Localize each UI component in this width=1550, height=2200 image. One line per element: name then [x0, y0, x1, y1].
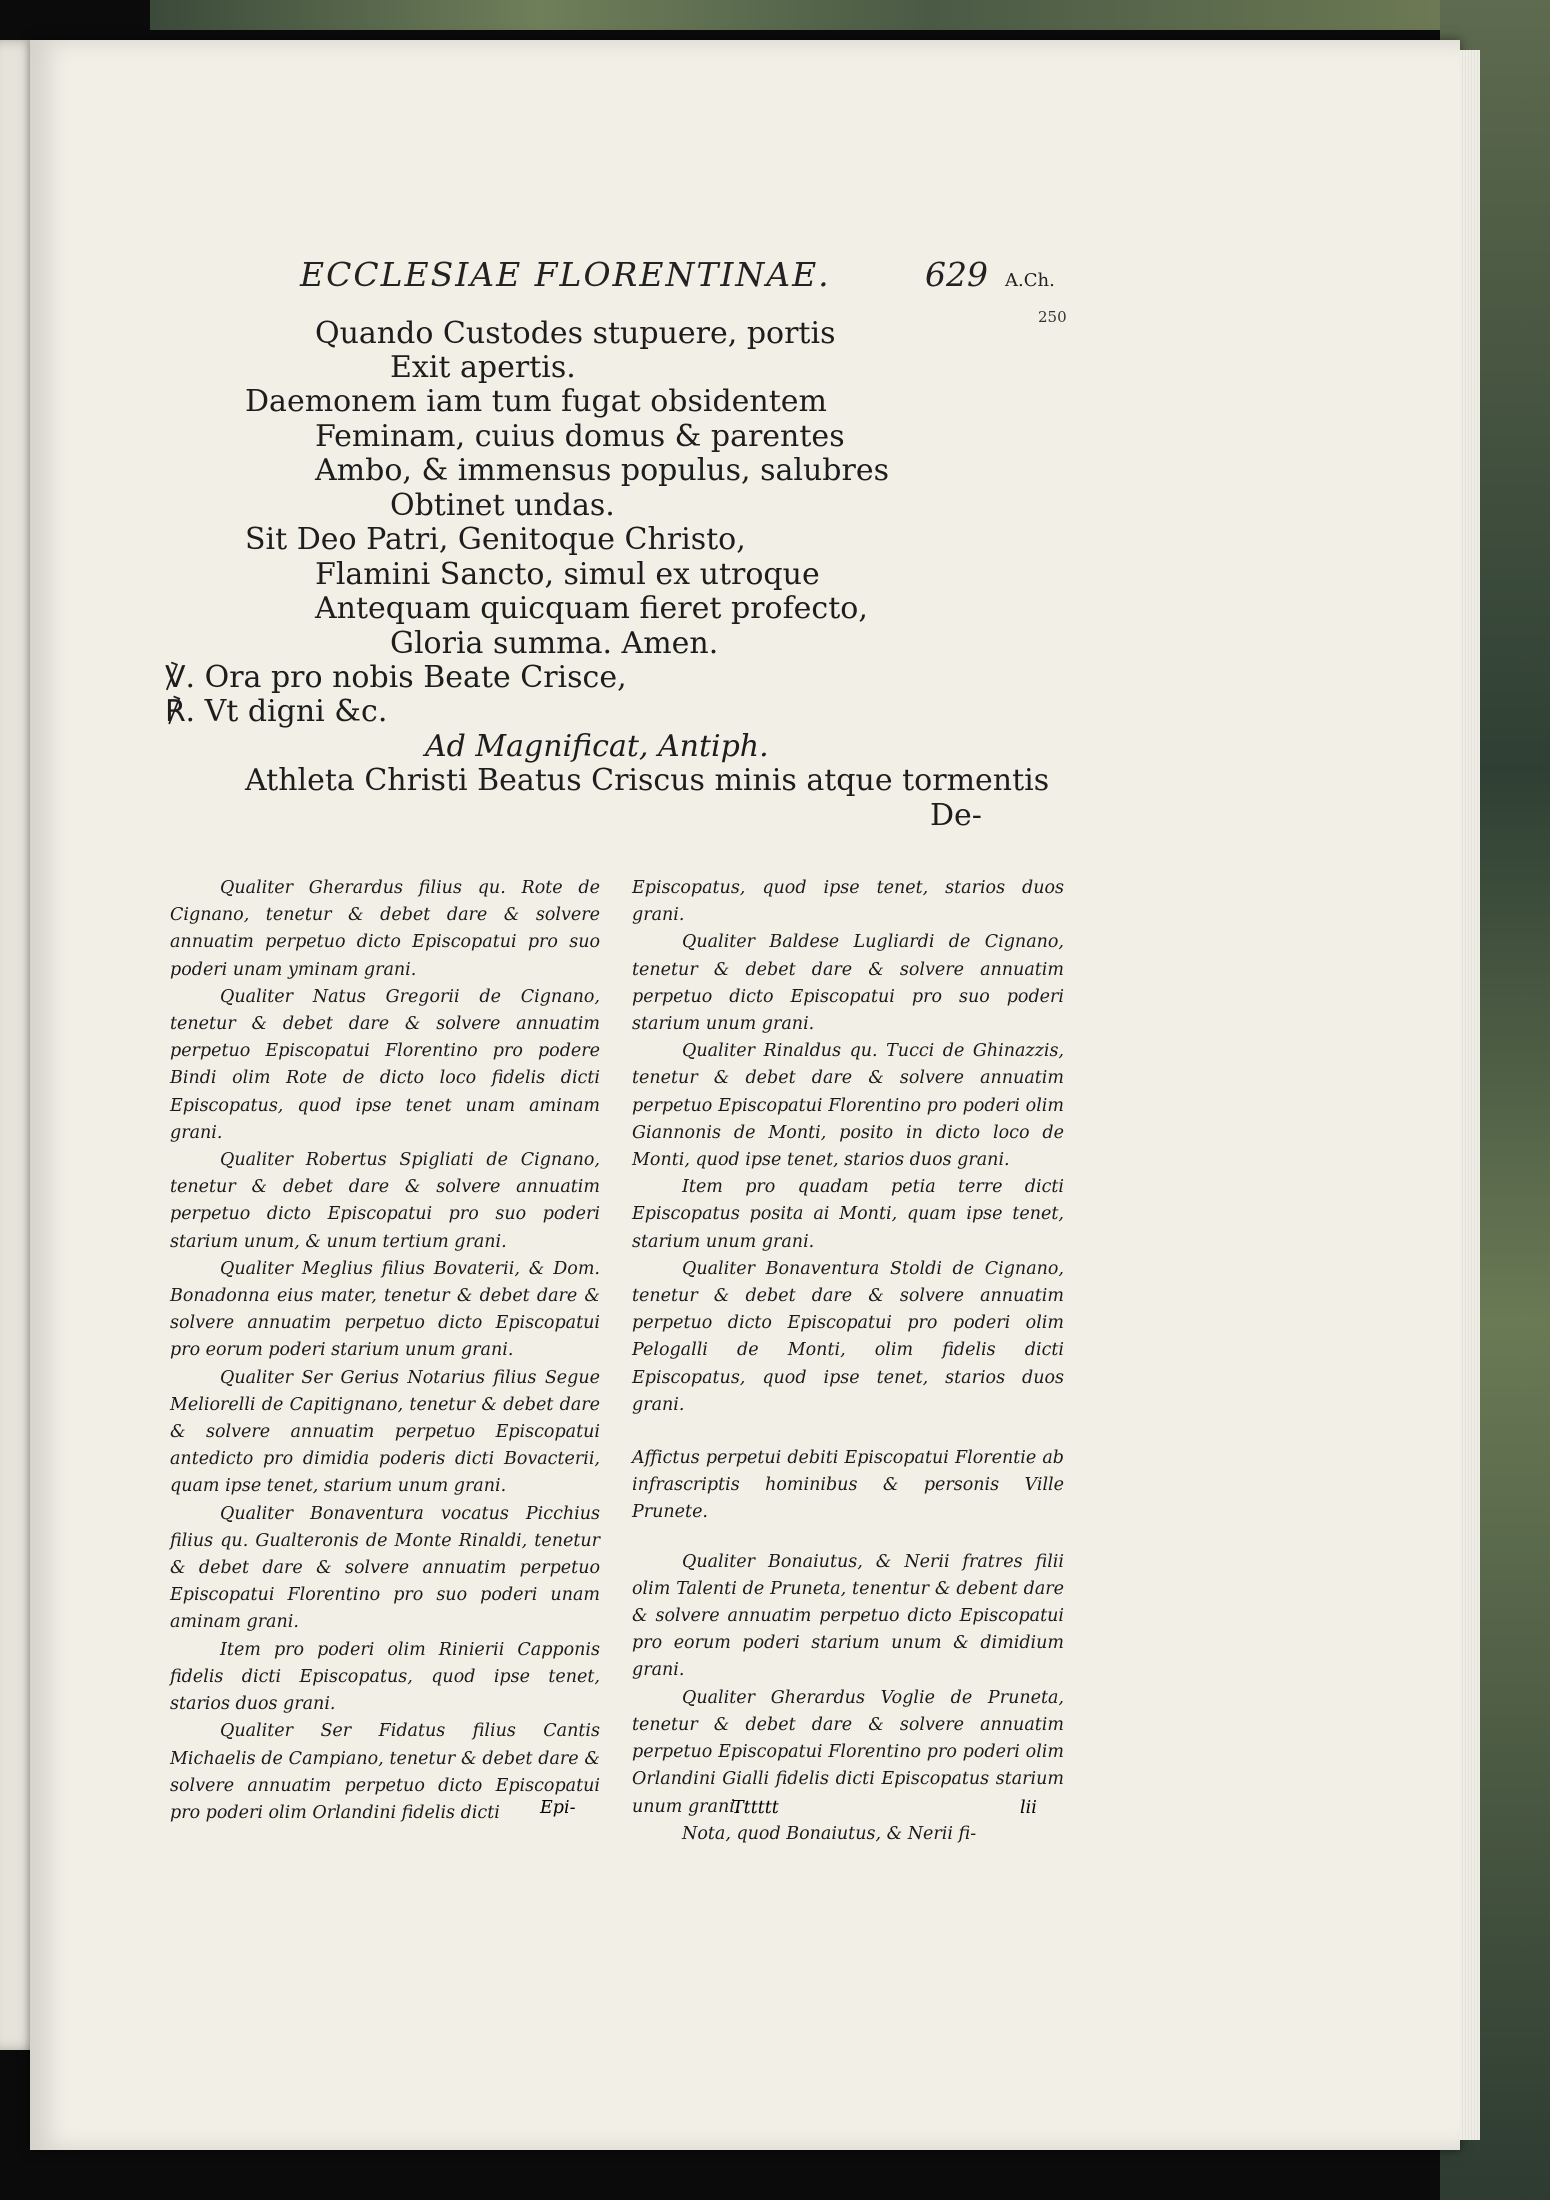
note-paragraph: Qualiter Gherardus filius qu. Rote de Cignano, tenetur & debet dare & solvere annuatim perpetuo dicto Episcopatui pro suo poderi unam yminam grani.	[170, 878, 600, 980]
margin-label: A.Ch.	[1005, 270, 1055, 291]
running-title: ECCLESIAE FLORENTINAE.	[300, 255, 831, 294]
hymn-line: Feminam, cuius domus & parentes	[315, 419, 845, 454]
hymn-line: Exit apertis.	[390, 350, 576, 385]
hymn-line: Flamini Sancto, simul ex utroque	[315, 557, 820, 592]
note-paragraph: Nota, quod Bonaiutus, & Nerii fi-	[682, 1823, 977, 1844]
note-paragraph: Qualiter Ser Fidatus filius Cantis Michaelis de Campiano, tenetur & debet dare & solvere annuatim perpetuo dicto Episcopatui pro poderi olim Orlandini fidelis dicti	[170, 1721, 600, 1823]
antiphon-line: Athleta Christi Beatus Criscus minis atque tormentis	[245, 763, 1050, 798]
section-heading: Affictus perpetui debiti Episcopatui Florentie ab infrascriptis hominibus & personis Ville Prunete.	[632, 1448, 1064, 1523]
notes-left-column	[170, 875, 600, 1827]
note-paragraph: Qualiter Natus Gregorii de Cignano, tenetur & debet dare & solvere annuatim perpetuo Episcopatui Florentino pro podere Bindi olim Rote de dicto loco fidelis dicti Episcopatus, quod ipse tenet unam aminam grani.	[170, 986, 600, 1143]
note-paragraph: Item pro poderi olim Rinierii Capponis fidelis dicti Episcopatus, quod ipse tenet, starios duos grani.	[170, 1639, 600, 1715]
note-paragraph: Qualiter Rinaldus qu. Tucci de Ghinazzis, tenetur & debet dare & solvere annuatim perpetuo Episcopatui Florentino pro poderi olim Giannonis de Monti, posito in dicto loco de Monti, quod ipse tenet, starios duos grani.	[632, 1041, 1064, 1171]
note-paragraph: Qualiter Robertus Spigliati de Cignano, tenetur & debet dare & solvere annuatim perpetuo dicto Episcopatui pro suo poderi starium unum, & unum tertium grani.	[170, 1150, 600, 1252]
hymn-line: Obtinet undas.	[390, 488, 615, 523]
page-stack-edge	[1460, 50, 1480, 2140]
response-line: ℟. Vt digni &c.	[165, 694, 388, 729]
note-paragraph: Qualiter Baldese Lugliardi de Cignano, tenetur & debet dare & solvere annuatim perpetuo dicto Episcopatui pro suo poderi starium unum grani.	[632, 932, 1064, 1035]
hymn-line: Antequam quicquam fieret profecto,	[315, 591, 868, 626]
book-cover-edge	[150, 0, 1450, 30]
catchword-right: lii	[1020, 1798, 1037, 1818]
note-paragraph: Qualiter Bonaventura Stoldi de Cignano, tenetur & debet dare & solvere annuatim perpetuo dicto Episcopatui pro poderi olim Pelogalli de Monti, olim fidelis dicti Episcopatus, quod ipse tenet, starios duos grani.	[632, 1258, 1064, 1415]
note-paragraph: Qualiter Gherardus Voglie de Pruneta, tenetur & debet dare & solvere annuatim perpetuo Episcopatui Florentino pro poderi olim Orlandini Gialli fidelis dicti Episcopatus starium unum grani.	[632, 1687, 1064, 1817]
note-paragraph: Qualiter Ser Gerius Notarius filius Segue Meliorelli de Capitignano, tenetur & debet dare & solvere annuatim perpetuo Episcopatui antedicto pro dimidia poderis dicti Bovacterii, quam ipse tenet, starium unum grani.	[170, 1367, 600, 1497]
note-paragraph: Episcopatus, quod ipse tenet, starios duos grani.	[632, 878, 1064, 926]
hymn-line: Ambo, & immensus populus, salubres	[315, 453, 889, 488]
page-number: 629	[925, 255, 988, 294]
hymn-line: Gloria summa. Amen.	[390, 626, 719, 661]
note-paragraph: Item pro quadam petia terre dicti Episcopatus posita ai Monti, quam ipse tenet, starium unum grani.	[632, 1177, 1064, 1252]
hymn-line: Quando Custodes stupuere, portis	[315, 316, 836, 351]
catchword-left: Epi-	[540, 1798, 576, 1818]
catchword-hymn: De-	[930, 798, 982, 833]
signature-mark: Tttttt	[732, 1798, 779, 1818]
margin-year: 250	[1038, 308, 1067, 326]
hymn-line: Daemonem iam tum fugat obsidentem	[245, 384, 827, 419]
antiphon-heading: Ad Magnificat, Antiph.	[425, 729, 769, 764]
note-paragraph: Qualiter Bonaventura vocatus Picchius filius qu. Gualteronis de Monte Rinaldi, tenetur & debet dare & solvere annuatim perpetuo Episcopatui Florentino pro suo poderi unam aminam grani.	[170, 1503, 600, 1633]
versicle-line: ℣. Ora pro nobis Beate Crisce,	[165, 660, 627, 695]
note-paragraph: Qualiter Meglius filius Bovaterii, & Dom. Bonadonna eius mater, tenetur & debet dare & solvere annuatim perpetuo dicto Episcopatui pro eorum poderi starium unum grani.	[170, 1258, 600, 1361]
note-paragraph: Qualiter Bonaiutus, & Nerii fratres filii olim Talenti de Pruneta, tenentur & debent dare & solvere annuatim perpetuo dicto Episcopatui pro eorum poderi starium unum & dimidium grani.	[632, 1551, 1064, 1681]
hymn-line: Sit Deo Patri, Genitoque Christo,	[245, 522, 746, 557]
notes-right-column	[632, 875, 1064, 1848]
